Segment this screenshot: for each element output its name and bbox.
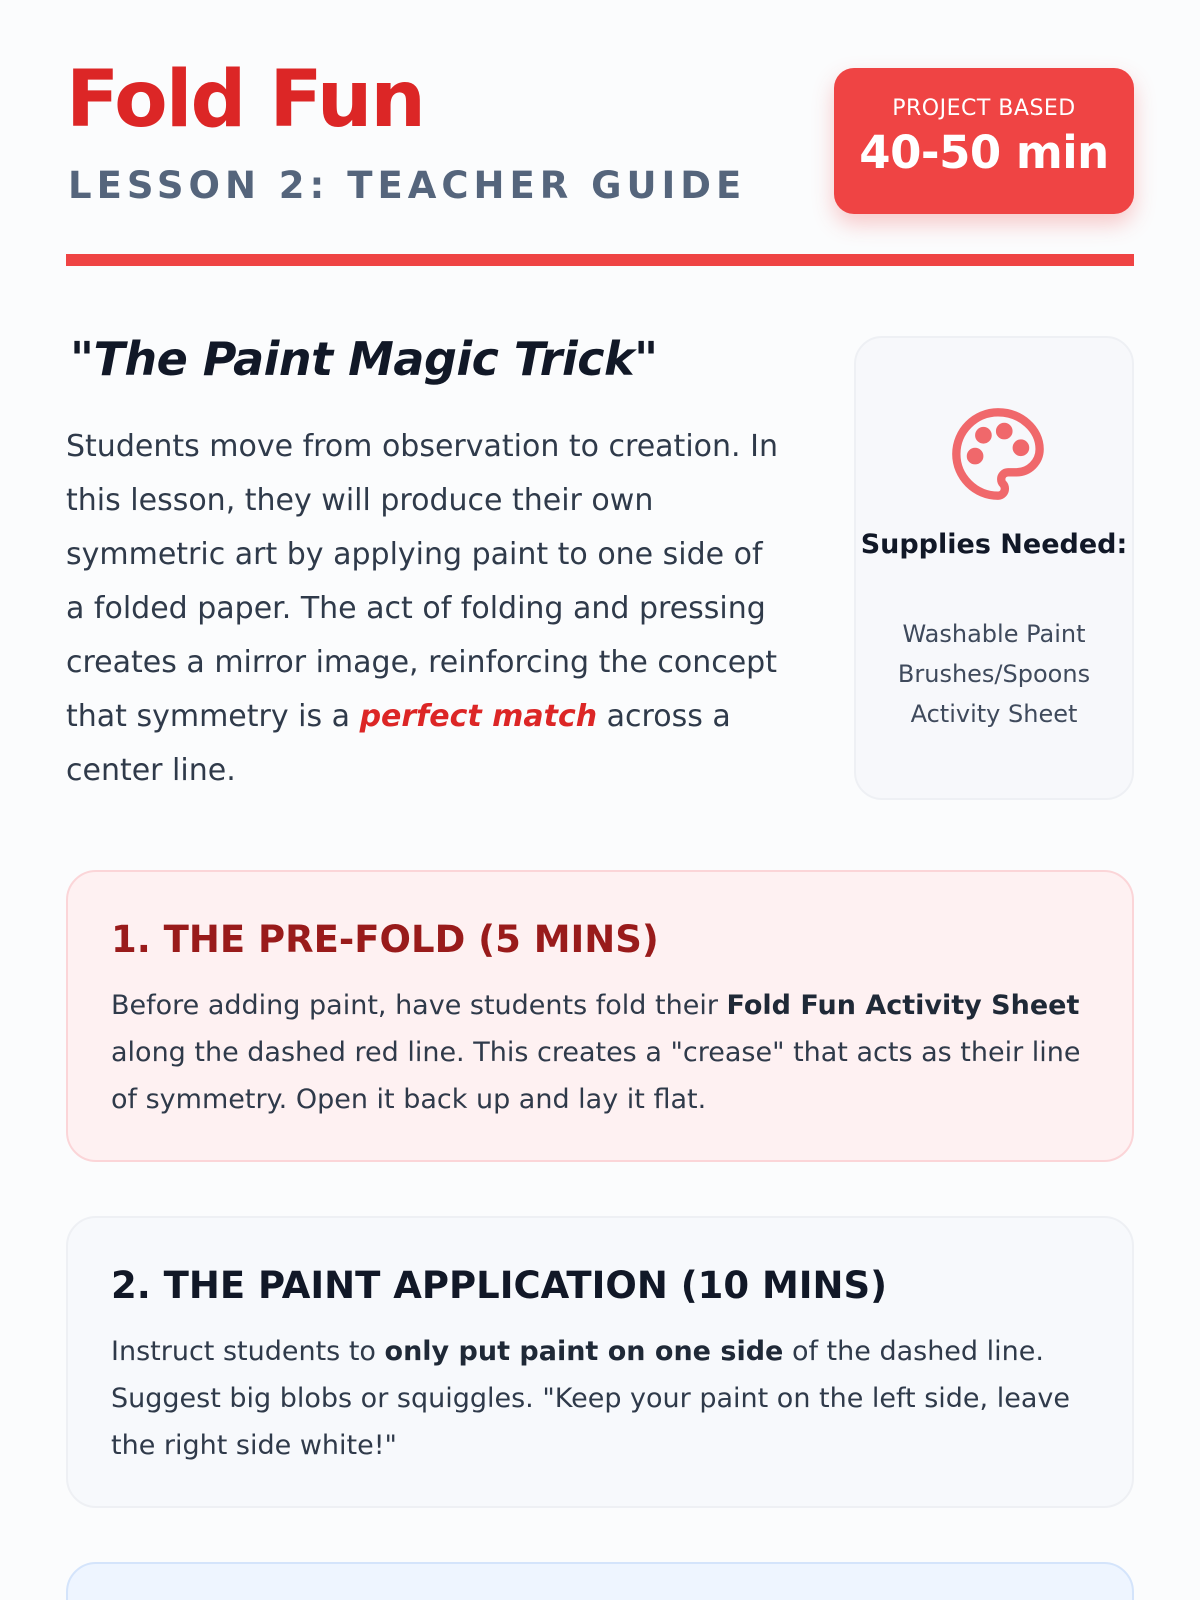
step-text-end: of the dashed line. Suggest big blobs or squiggles. "Keep your paint on the left side, leave the right side white!" [111,1336,1070,1461]
supplies-list [856,614,1132,734]
badge-label: PROJECT BASED [892,96,1076,121]
step-text-bold: only put paint on one side [384,1336,784,1367]
duration-badge [834,68,1134,214]
step-body [111,982,1091,1123]
step-card-prefold [66,870,1134,1162]
header-divider [66,254,1134,266]
intro-text-end: across a center line. [66,699,731,788]
palette-icon [948,404,1048,504]
supply-item: Brushes/Spoons [897,660,1091,688]
supply-item: Activity Sheet [910,700,1078,728]
step-card-paint [66,1216,1134,1508]
intro-text-start: Students move from observation to creation. In this lesson, they will produce their own symmetric art by applying paint to one side of a folded paper. The act of folding and pressing creates a mirror image, reinforcing the concept that symmetry is a [66,429,778,734]
step-title: 1. THE PRE-FOLD (5 MINS) [111,918,659,961]
step-text-start: Instruct students to [111,1336,385,1367]
step-body [111,1328,1091,1469]
page-title: Fold Fun [66,55,424,145]
supplies-heading: Supplies Needed: [860,529,1128,560]
step-text-end: along the dashed red line. This creates a "crease" that acts as their line of symmetry. Open it back up and lay it flat. [111,1037,1081,1115]
intro-title: "The Paint Magic Trick" [70,332,658,386]
supply-item: Washable Paint [902,620,1086,648]
intro-paragraph [66,420,786,798]
step-text-bold: Fold Fun Activity Sheet [726,990,1080,1021]
step-title: 2. THE PAINT APPLICATION (10 MINS) [111,1264,888,1307]
step-card-next [66,1562,1134,1600]
intro-highlight: perfect match [359,699,598,734]
page-subtitle: LESSON 2: TEACHER GUIDE [68,164,747,207]
badge-duration: 40-50 min [859,126,1109,179]
supplies-card [854,336,1134,800]
step-text-start: Before adding paint, have students fold their [111,990,727,1021]
